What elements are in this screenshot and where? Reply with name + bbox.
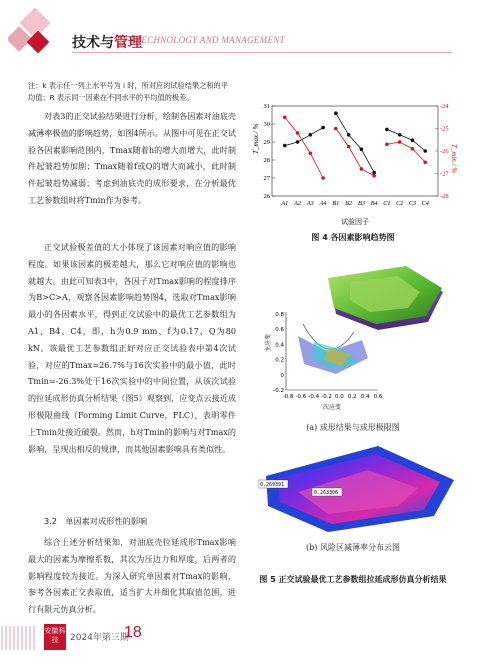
series-line — [387, 142, 425, 162]
formed-part-render — [328, 266, 443, 330]
right-tick-label: -28 — [440, 193, 449, 201]
paragraph-1: 对表3的正交试验结果进行分析，绘制各因素对油底壳减薄率极值的影响趋势，如图4所示。从图中可见在正交试验各因素影响范围内，Tmax随着h的增大而增大，此时制件起皱趋势加剧；Tmax随着f或Q的增大而减小，此时制件起皱趋势减弱；考虑到油底壳的成形要求，在分析最优工艺参数组时将Tmin作为参考。 — [28, 111, 236, 205]
right-tick-label: -25 — [440, 125, 449, 133]
data-point — [283, 115, 287, 119]
flc-x-tick-label: -0.6 — [295, 394, 307, 400]
flc-y-tick-label: 0 — [280, 372, 284, 379]
data-point — [398, 133, 402, 137]
flc-x-tick-label: -0.2 — [321, 394, 332, 400]
x-tick-label: A3 — [306, 200, 314, 207]
data-point — [347, 133, 351, 137]
footer-stripes — [0, 626, 40, 650]
data-point — [283, 144, 287, 148]
data-point — [411, 147, 415, 151]
thinning-label-2: 0.263306 — [314, 490, 339, 496]
paragraph-2: 正交试验极差值的大小体现了该因素对响应值的影响程度。如果该因素的极差越大，那么它对响应值的影响也就越大。由此可知表3中，各因子对Tmax影响的程度排序为B>C>A，观察各因素影响趋势图4，选取对Tmax影响最小的各因素水平，得到正交试验中的最优工艺参数组为A1、B4、C4，即，h为0.9 mm、f为0.17、Q为80 kN。该最优工艺参数组正好对应正交试验表中第4次试验，对应的Tmax=26.7%与16次实验中的最小值，此时Tmin=-26.3%处于16次实验中的中间位置，从该次试验的拉延成形仿真分析结果（图5）观察到，应变点云接近成形极限曲线（Forming Limit Curve，FLC），表明零件上Tmin处接近破裂。然而，h对Tmin的影响与对Tmax的影响，呈现出相反的规律，而其他因素影响具有类似性。 — [28, 242, 236, 454]
x-tick-label: A1 — [281, 200, 289, 207]
journal-title: 技术与管理 — [72, 35, 142, 51]
y-axis-label-right: T_min / % — [450, 144, 458, 174]
flc-y-tick-label: -0.2 — [273, 388, 284, 394]
right-tick-label: -24 — [440, 103, 449, 111]
figure-5a-caption: (a) 成形结果与成形极限图 — [306, 423, 400, 432]
series-line — [336, 113, 374, 172]
left-tick-label: 27 — [263, 175, 270, 183]
data-point — [296, 140, 300, 144]
data-point — [347, 145, 351, 149]
left-tick-label: 28 — [263, 157, 270, 165]
left-tick-label: 26 — [263, 193, 270, 201]
x-tick-label: B4 — [370, 200, 378, 207]
figure-5b-caption: (b) 风险区减薄率分布云图 — [306, 543, 400, 552]
data-point — [372, 171, 376, 175]
data-point — [385, 128, 389, 132]
page-number: 18 — [124, 624, 142, 641]
left-tick-label: 29 — [263, 139, 270, 147]
header-divider — [72, 52, 452, 53]
data-point — [334, 111, 338, 115]
flc-x-tick-label: 0.0 — [335, 394, 344, 400]
x-axis-label: 试验因子 — [341, 218, 369, 226]
right-tick-label: -26 — [440, 148, 449, 156]
journal-subtitle-en: TECHNOLOGY AND MANAGEMENT — [136, 35, 285, 45]
thinning-label-1: 0.269391 — [260, 482, 285, 488]
left-tick-label: 31 — [263, 103, 270, 111]
x-tick-label: B2 — [345, 200, 353, 207]
paragraph-3: 综合上述分析结果知，对油底壳拉延成形Tmax影响最大的因素为摩擦系数，其次为压边力和厚度，后两者的影响程度较为接近。为深入研究单因素对Tmax的影响，参考各因素正交表取值，适当扩大并细化其取值范围，进行有限元仿真分析。 — [28, 537, 236, 615]
flc-x-tick-label: -0.8 — [282, 394, 294, 400]
flc-y-tick-label: 0.6 — [275, 327, 284, 334]
y-axis-label-left: T_max / % — [252, 123, 260, 154]
flc-x-tick-label: -0.4 — [308, 394, 320, 400]
flc-x-tick-label: 0.2 — [347, 394, 357, 400]
x-tick-label: C4 — [421, 200, 429, 207]
x-tick-label: C1 — [383, 200, 391, 207]
data-point — [423, 149, 427, 153]
data-point — [372, 174, 376, 178]
data-point — [334, 127, 338, 131]
issue-label: 2024年第三期 — [70, 633, 129, 643]
flc-plot — [264, 312, 383, 411]
data-point — [360, 147, 364, 151]
flc-y-tick-label: 0.2 — [275, 357, 284, 364]
x-tick-label: C3 — [408, 200, 417, 207]
data-point — [423, 160, 427, 164]
right-tick-label: -27 — [440, 170, 449, 178]
data-point — [309, 151, 313, 155]
x-tick-label: B3 — [357, 200, 365, 207]
data-point — [385, 142, 389, 146]
plot-frame — [272, 106, 438, 196]
flc-y-tick-label: 0.4 — [275, 342, 284, 349]
data-point — [360, 167, 364, 171]
x-tick-label: A4 — [319, 200, 327, 207]
x-tick-label: A2 — [294, 200, 301, 207]
data-point — [296, 131, 300, 135]
flc-y-axis-label: 主应变 — [265, 333, 272, 352]
flc-x-axis-label: 次应变 — [322, 404, 342, 411]
flc-x-tick-label: 0.6 — [373, 394, 383, 400]
journal-badge: 安徽科技 — [44, 624, 66, 650]
forming-result-figure — [258, 252, 458, 412]
data-point — [321, 176, 325, 180]
thinning-distribution-figure — [258, 436, 458, 536]
data-point — [398, 140, 402, 144]
figure-5-caption: 图 5 正交试验最优工艺参数组拉延成形仿真分析结果 — [259, 575, 447, 584]
factor-trend-chart — [246, 100, 460, 228]
series-line — [285, 117, 323, 178]
x-tick-label: B1 — [332, 200, 340, 207]
data-point — [411, 138, 415, 142]
series-line — [336, 129, 374, 176]
journal-logo — [8, 8, 66, 66]
section-heading: 3.2 单因素对成形性的影响 — [44, 516, 148, 526]
table-note: 注：k 表示任一列上水平号为 i 时，所对应的试验结果之和的平均值；R 表示同一因素在不同水平的平均值的极差。 — [28, 81, 228, 102]
left-tick-label: 30 — [263, 121, 270, 129]
data-point — [309, 133, 313, 137]
flc-y-tick-label: 0.8 — [275, 312, 284, 318]
data-point — [321, 126, 325, 130]
flc-x-tick-label: 0.4 — [360, 394, 370, 400]
series-line — [387, 129, 425, 151]
figure-4-caption: 图 4 各因素影响趋势图 — [311, 233, 395, 242]
x-tick-label: C2 — [396, 200, 404, 207]
